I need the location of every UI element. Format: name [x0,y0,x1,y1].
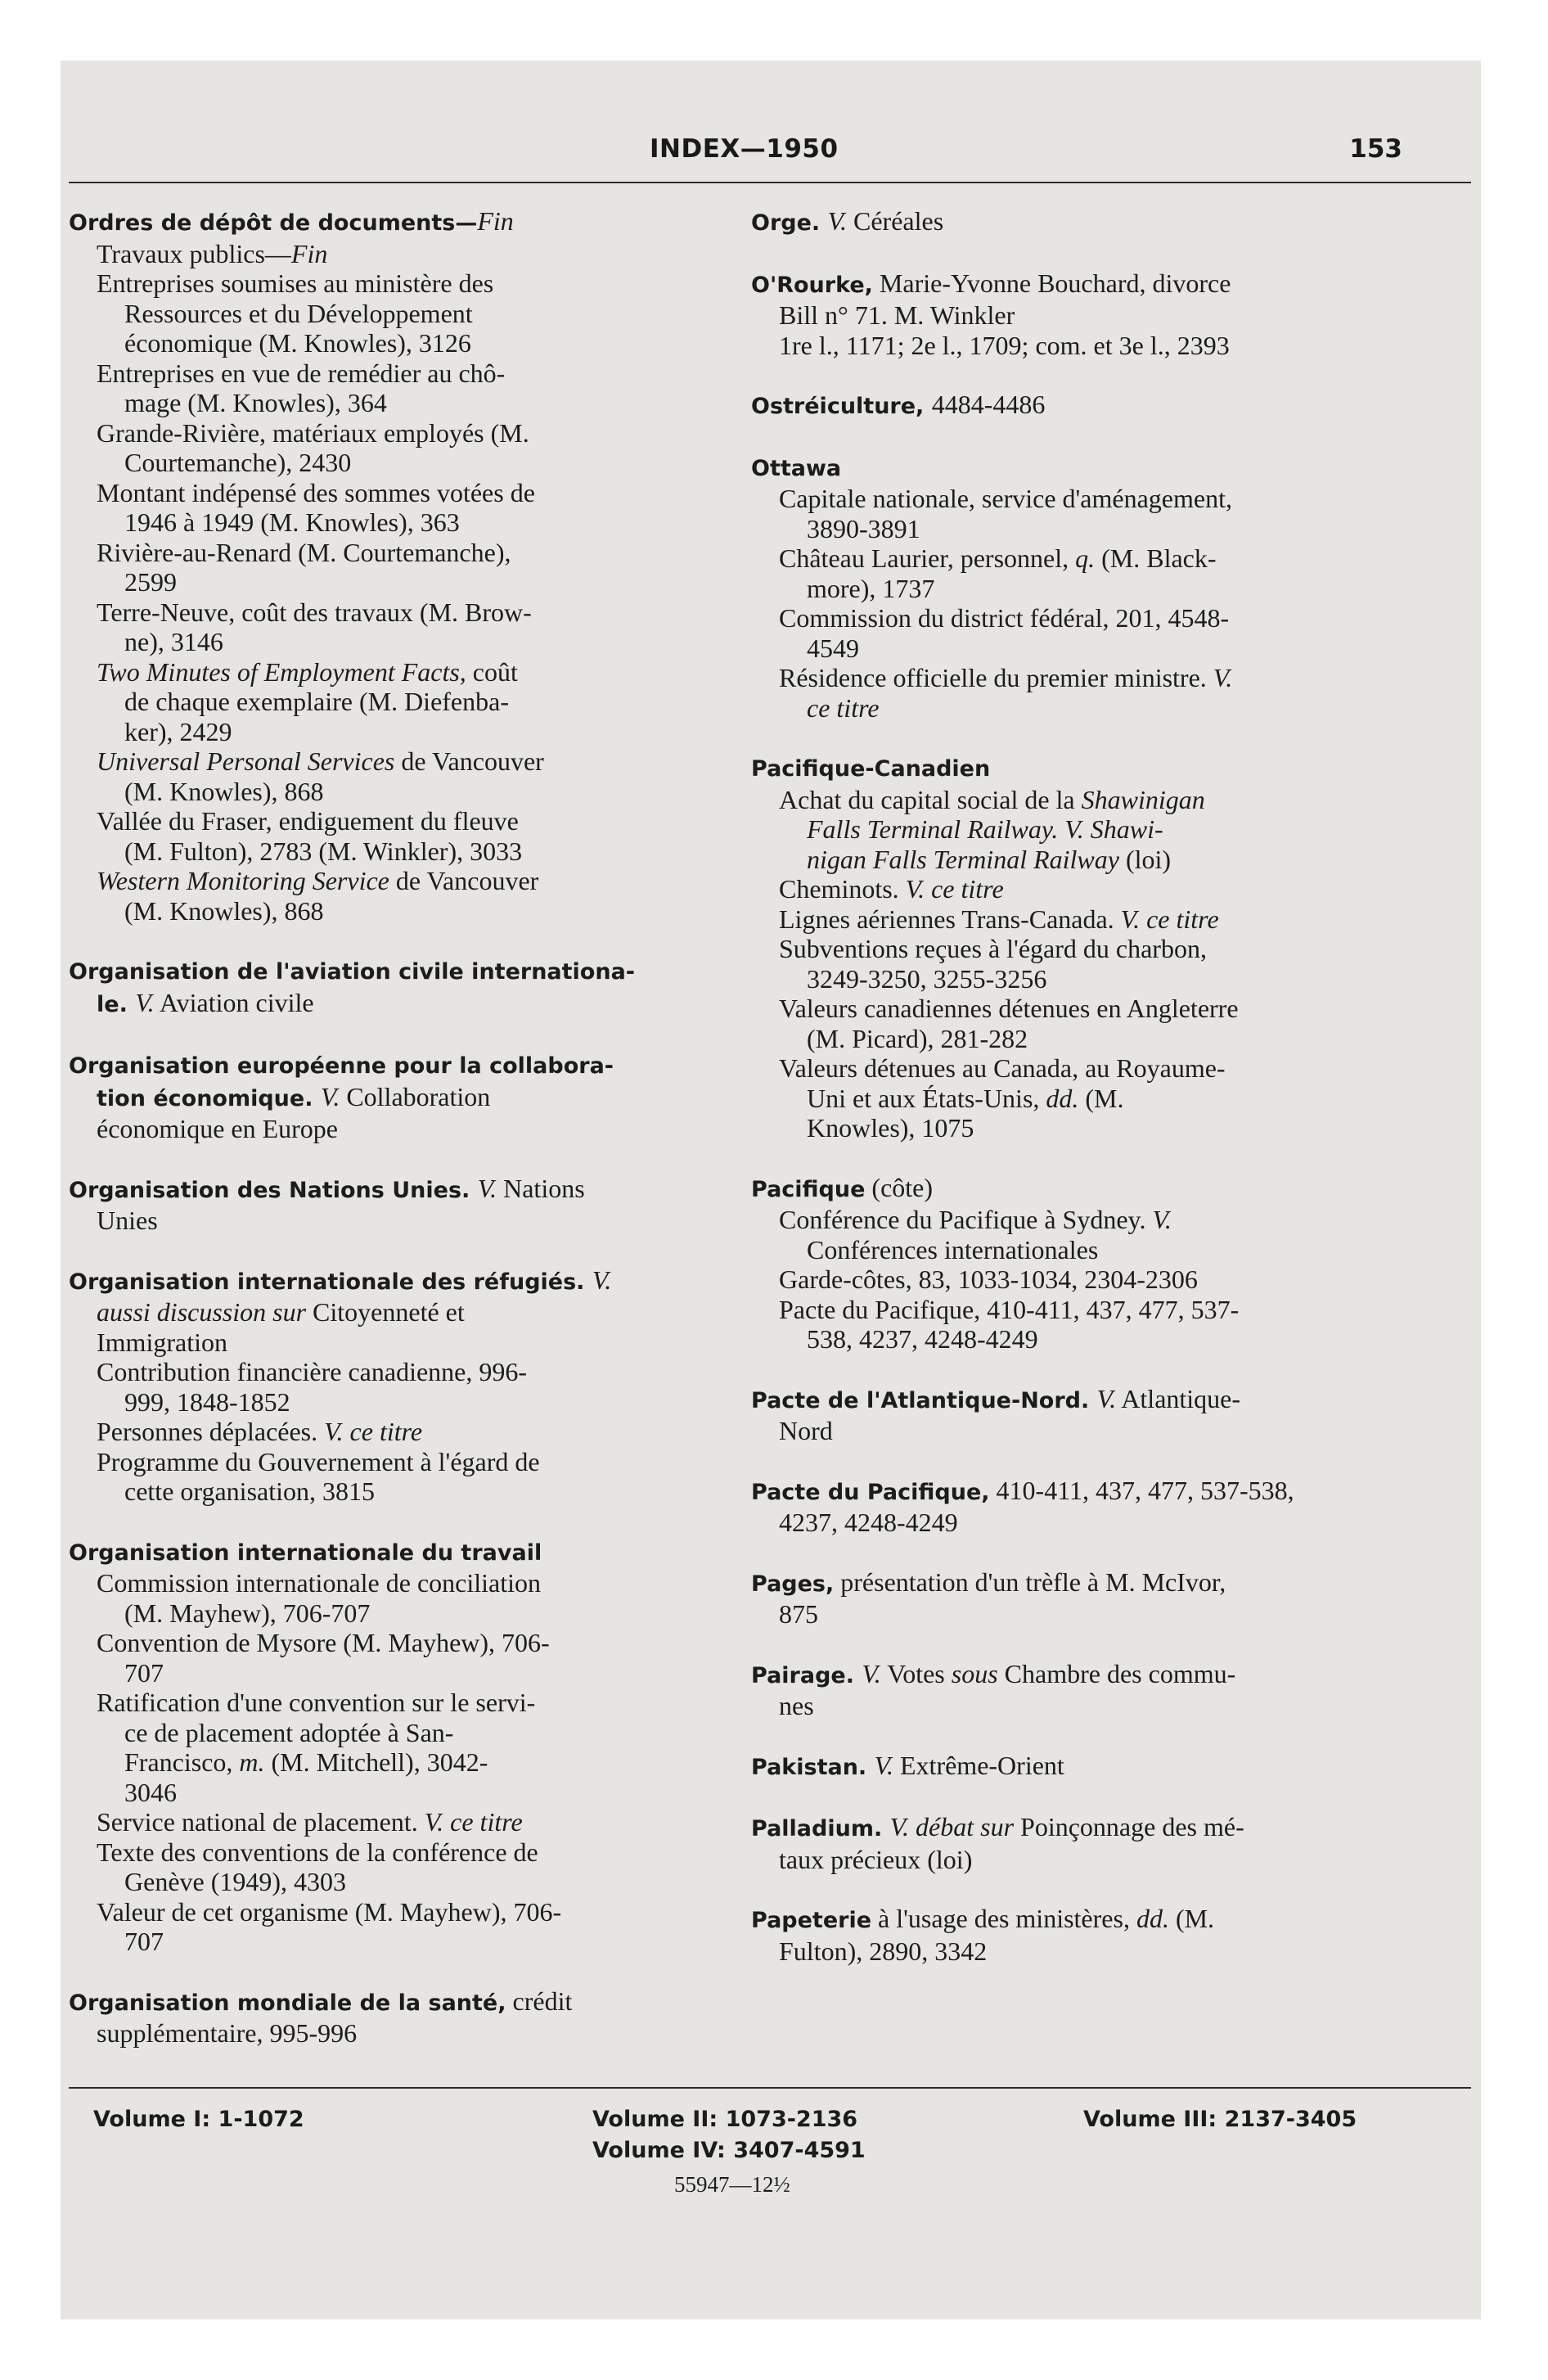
entry-text: Western Monitoring Service [97,866,389,895]
entry-text: supplémentaire, 995-996 [97,2018,358,2048]
index-entry [751,1173,1412,1355]
entry-text: Pairage. [751,1662,862,1688]
entry-text: Achat du capital social de la [779,784,1082,814]
index-entry [751,1904,1412,1966]
entry-line [751,1235,1412,1265]
entry-text: Courtemanche), 2430 [124,448,352,477]
entry-text: Valeur de cet organisme (M. Mayhew), 706- [97,1896,562,1927]
entry-line [69,777,723,807]
entry-text: Pacte du Pacifique, [751,1479,990,1505]
entry-text: Palladium. [751,1816,890,1841]
entry-line [751,1476,1412,1508]
entry-text: (M. Picard), 281-282 [807,1023,1028,1053]
entry-line [751,964,1412,994]
index-entry [751,1751,1412,1783]
entry-line [69,448,723,478]
entry-line [69,1747,723,1778]
entry-line [751,633,1412,664]
entry-text: taux précieux (loi) [779,1844,973,1874]
entry-line [751,1384,1412,1417]
entry-line [751,514,1412,544]
index-entry [751,206,1412,239]
entry-line [69,836,723,867]
entry-line [751,785,1412,815]
entry-line [751,1508,1412,1538]
entry-line [751,693,1412,723]
entry-text: V. [1213,663,1233,692]
index-entry [69,1049,723,1144]
entry-text: cette organisation, 3815 [124,1476,375,1506]
entry-line [69,328,723,358]
entry-text: 2599 [124,567,177,597]
entry-line [69,1114,723,1144]
entry-text: Valeurs détenues au Canada, au Royaume- [779,1053,1226,1083]
entry-line [751,1904,1412,1936]
entry-text: Pacte de l'Atlantique-Nord. [751,1387,1097,1413]
index-entry [69,1536,723,1957]
footer-volume-1: Volume I: 1-1072 [93,2107,304,2132]
entry-line [751,934,1412,964]
entry-text: 1946 à 1949 (M. Knowles), 363 [124,507,460,537]
entry-line [751,1205,1412,1235]
entry-text: (M. Knowles), 868 [124,776,324,806]
entry-text: 4549 [807,633,859,663]
entry-text: (M. Fulton), 2783 (M. Winkler), 3033 [124,836,523,866]
entry-line [751,752,1412,785]
entry-text: Ordres de dépôt de documents [69,210,456,236]
entry-line [751,994,1412,1024]
entry-text: Fin [477,206,514,236]
entry-line [751,874,1412,904]
header-rule [69,182,1471,183]
entry-line [751,1324,1412,1355]
entry-line [69,1688,723,1718]
entry-text: Knowles), 1075 [807,1113,974,1143]
entry-line [751,1567,1412,1600]
entry-text: V. Shawi- [1064,814,1163,844]
entry-text: Personnes déplacées. [97,1417,325,1446]
entry-text: Conférences internationales [807,1234,1099,1264]
entry-text: Entreprises soumises au ministère des [97,268,494,298]
entry-text: Two Minutes of Employment Facts, [97,656,466,687]
right-column [751,206,1412,1966]
entry-text: Marie-Yvonne Bouchard, divorce [872,268,1231,298]
entry-text: 3046 [124,1777,177,1807]
entry-line [69,418,723,449]
entry-line [69,597,723,628]
entry-text: mage (M. Knowles), 364 [124,388,387,417]
entry-text: Shawinigan [1081,784,1205,814]
index-entry [751,1659,1412,1721]
index-entry [69,1986,723,2049]
entry-text: V. [1096,1383,1117,1413]
entry-text: Pages, [751,1571,835,1597]
entry-line [69,1536,723,1569]
entry-text: Francisco, [124,1747,240,1777]
entry-text: Valeurs canadiennes détenues en Angleterre [779,994,1239,1023]
entry-text: Commission internationale de conciliation [97,1568,541,1598]
entry-line [69,1927,723,1957]
entry-text: dd. [1046,1083,1079,1113]
entry-text: coût [466,656,518,687]
entry-line [751,1751,1412,1783]
page-header [61,134,1481,167]
entry-text: aussi discussion sur [97,1297,307,1327]
entry-text: Collaboration [340,1081,491,1111]
entry-line [69,1897,723,1927]
entry-line [69,299,723,329]
entry-line [69,268,723,299]
entry-line [69,627,723,657]
entry-text: Capitale nationale, service d'aménagement, [779,484,1232,513]
entry-text: Lignes aériennes Trans-Canada. [779,904,1121,934]
entry-text: Organisation de l'aviation civile internationa- [69,959,635,985]
entry-text: Fin [290,238,328,268]
entry-text: nes [779,1691,814,1720]
entry-line [751,1113,1412,1143]
entry-text: ne), 3146 [124,627,223,656]
index-entry [751,1567,1412,1629]
entry-text: sous [951,1658,998,1688]
entry-text: (M. [1168,1904,1215,1933]
entry-text: Nations [497,1173,585,1203]
entry-line [69,1807,723,1837]
entry-text: Nord [779,1416,833,1445]
entry-text: V. ce titre [905,874,1004,904]
entry-text: Pakistan. [751,1754,875,1780]
entry-line [751,452,1412,485]
entry-text: V. [874,1750,893,1780]
entry-line [69,1628,723,1658]
entry-text: Unies [97,1206,158,1235]
entry-line [69,806,723,836]
entry-line [69,567,723,597]
footer-rule [69,2087,1471,2089]
entry-line [69,1327,723,1358]
entry-text: Ressources et du Développement [124,298,473,328]
entry-line [69,239,723,269]
footer-volume-4: Volume IV: 3407-4591 [592,2138,866,2163]
entry-line [69,1206,723,1236]
entry-line [69,2018,723,2049]
entry-line [751,1053,1412,1084]
entry-text: Ottawa [751,455,842,481]
entry-text: m. [239,1747,265,1777]
index-entry [751,752,1412,1143]
entry-text: 538, 4237, 4248-4249 [807,1324,1038,1354]
entry-line [751,845,1412,875]
entry-line [751,543,1412,574]
entry-text: Conférence du Pacifique à Sydney. [779,1205,1153,1234]
entry-text: O'Rourke, [751,272,873,298]
entry-line [69,687,723,717]
entry-text: V. [1152,1205,1172,1234]
entry-text: Extrême-Orient [893,1750,1064,1780]
entry-line [751,268,1412,301]
entry-line [69,1082,723,1115]
entry-text: Bill n° 71. M. Winkler [779,300,1015,330]
entry-line [751,300,1412,331]
entry-text: Rivière-au-Renard (M. Courtemanche), [97,537,511,567]
entry-line [751,1084,1412,1114]
entry-text: Subventions reçues à l'égard du charbon, [779,934,1207,963]
entry-text: Pacifique [751,1176,866,1202]
entry-text: Ratification d'une convention sur le servi- [97,1688,536,1717]
entry-text: Uni et aux États-Unis, [807,1083,1046,1113]
entry-text: 3890-3891 [807,513,920,543]
page-number: 153 [1349,134,1402,164]
left-column [69,206,723,2049]
entry-text: Entreprises en vue de remédier au chô- [97,358,506,388]
entry-text: 4484-4486 [931,390,1046,419]
entry-line [751,1024,1412,1054]
entry-line [751,1659,1412,1692]
entry-text: Chambre des commu- [997,1658,1236,1688]
entry-text: économique (M. Knowles), 3126 [124,328,471,358]
entry-line [69,746,723,777]
entry-text: ce de placement adoptée à San- [124,1717,454,1747]
entry-text: q. [1075,543,1096,573]
entry-line [69,988,723,1021]
entry-text: Convention de Mysore (M. Mayhew), 706- [97,1628,550,1657]
entry-line [751,1691,1412,1721]
entry-line [751,663,1412,693]
entry-text: V. ce titre [1120,904,1219,934]
entry-text: Vallée du Fraser, endiguement du fleuve [97,806,519,836]
entry-text: Service national de placement. [97,1807,425,1837]
entry-text: (M. Knowles), 868 [124,895,324,926]
entry-text: dd. [1136,1904,1169,1933]
entry-text: Ostréiculture, [751,394,932,419]
footer-volume-3: Volume III: 2137-3405 [1083,2107,1357,2132]
entry-text: Montant indépensé des sommes votées de [97,477,535,507]
entry-text: Genève (1949), 4303 [124,1867,347,1896]
entry-text: (M. Black- [1095,543,1217,573]
entry-line [751,331,1412,361]
entry-text: de Vancouver [389,866,539,895]
entry-text: Immigration [97,1327,227,1357]
entry-line [69,1598,723,1629]
index-entry [751,1384,1412,1446]
entry-line [751,1173,1412,1206]
entry-line [751,814,1412,845]
index-entry [69,955,723,1020]
entry-text: 707 [124,1927,164,1956]
entry-line [69,1778,723,1808]
entry-line [69,866,723,896]
entry-text: V. [827,206,847,236]
entry-line [69,206,723,239]
entry-line [69,1718,723,1748]
entry-text: Universal Personal Services [97,746,395,776]
page-title: INDEX—1950 [650,134,839,164]
entry-text: 410-411, 437, 477, 537-538, [989,1475,1294,1505]
entry-text: Commission du district fédéral, 201, 4548- [779,603,1230,633]
entry-text: 1re l., 1171; 2e l., 1709; com. et 3e l., 2393 [779,330,1230,360]
entry-text: V. ce titre [424,1807,523,1837]
entry-line [69,1447,723,1477]
entry-text: Céréales [847,206,944,236]
entry-line [751,484,1412,514]
entry-text: V. [135,987,155,1017]
entry-text: more), 1737 [807,573,935,603]
entry-line [69,1174,723,1206]
entry-text: Programme du Gouvernement à l'égard de [97,1446,540,1476]
entry-text: à l'usage des ministères, [871,1904,1136,1933]
entry-text: V. [592,1264,612,1295]
entry-line [69,1417,723,1447]
entry-text: Poinçonnage des mé- [1014,1812,1244,1841]
entry-text: Votes [880,1658,952,1688]
entry-text: (M. Mayhew), 706-707 [124,1598,371,1628]
entry-line [751,1812,1412,1845]
entry-text: Grande-Rivière, matériaux employés (M. [97,417,529,448]
entry-text: (côte) [865,1172,934,1202]
entry-text: présentation d'un trèfle à M. McIvor, [834,1566,1226,1597]
index-entry [751,1476,1412,1538]
entry-text: V. débat sur [889,1812,1015,1841]
entry-line [69,1476,723,1507]
index-entry [751,390,1412,422]
entry-line [751,1599,1412,1629]
entry-line [751,1295,1412,1325]
entry-text: Résidence officielle du premier ministre. [779,663,1213,692]
entry-text: V. ce titre [324,1417,423,1446]
entry-text: nigan Falls Terminal Railway [807,844,1119,874]
entry-text: (loi) [1118,844,1172,874]
entry-text: Falls Terminal Railway. [807,814,1065,844]
entry-line [69,896,723,926]
entry-line [69,717,723,747]
entry-line [69,1357,723,1387]
entry-text: Aviation civile [154,987,314,1017]
entry-text: Orge. [751,210,828,236]
entry-text: Citoyenneté et [306,1297,465,1327]
entry-line [69,1658,723,1688]
entry-line [69,1387,723,1418]
entry-text: Château Laurier, personnel, [779,543,1076,573]
entry-text: Travaux publics— [97,238,291,268]
entry-line [751,904,1412,935]
entry-line [751,1936,1412,1967]
entry-text: Papeterie [751,1908,872,1933]
entry-line [751,1416,1412,1446]
index-page [61,61,1481,2319]
entry-line [751,1845,1412,1875]
entry-text: Cheminots. [779,874,906,904]
entry-text: Garde-côtes, 83, 1033-1034, 2304-2306 [779,1264,1198,1294]
entry-text: 875 [779,1599,818,1629]
entry-line [751,206,1412,239]
index-entry [69,1174,723,1236]
entry-line [69,657,723,687]
entry-text: V. [320,1081,340,1111]
entry-line [69,1837,723,1868]
entry-text: Organisation européenne pour la collabora- [69,1053,614,1079]
entry-text: crédit [506,1986,573,2016]
entry-text: Organisation internationale du travail [69,1539,542,1566]
entry-text: économique en Europe [97,1114,338,1143]
index-entry [69,1265,723,1507]
entry-text: Contribution financière canadienne, 996- [97,1357,528,1386]
entry-line [751,1264,1412,1295]
entry-line [69,358,723,389]
entry-text: 707 [124,1657,164,1688]
entry-text: ce titre [807,692,880,723]
entry-line [69,507,723,538]
entry-line [69,955,723,988]
entry-text: Organisation des Nations Unies. [69,1177,478,1203]
entry-text: 999, 1848-1852 [124,1386,290,1417]
entry-text: Atlantique- [1116,1383,1241,1413]
entry-line [751,603,1412,633]
entry-line [69,1867,723,1897]
entry-text: Fulton), 2890, 3342 [779,1936,988,1966]
entry-text: (M. Mitchell), 3042- [264,1747,488,1777]
entry-text: — [455,210,478,236]
entry-text: V. [477,1173,497,1203]
entry-line [751,574,1412,604]
entry-text: V. [862,1658,881,1688]
entry-text: (M. [1078,1083,1124,1113]
entry-text: 4237, 4248-4249 [779,1508,958,1537]
index-entry [69,206,723,926]
entry-text: Pacifique-Canadien [751,756,991,782]
entry-text: le. [97,991,136,1017]
entry-text: Texte des conventions de la conférence de [97,1837,538,1867]
index-entry [751,1812,1412,1874]
entry-line [69,538,723,568]
entry-text: 3249-3250, 3255-3256 [807,963,1047,994]
printer-signature: 55947—12½ [674,2172,790,2197]
entry-line [751,390,1412,422]
entry-text: Organisation mondiale de la santé, [69,1990,506,2016]
entry-text: de Vancouver [394,746,544,776]
entry-line [69,1986,723,2019]
entry-text: Pacte du Pacifique, 410-411, 437, 477, 537- [779,1294,1240,1324]
entry-line [69,388,723,418]
entry-line [69,1265,723,1298]
entry-line [69,1297,723,1327]
footer-volume-2: Volume II: 1073-2136 [592,2107,858,2132]
entry-text: ker), 2429 [124,716,232,746]
entry-text: Terre-Neuve, coût des travaux (M. Brow- [97,597,532,627]
entry-text: tion économique. [97,1085,321,1111]
entry-text: Organisation internationale des réfugiés. [69,1269,592,1295]
index-entry [751,452,1412,723]
entry-line [69,1049,723,1082]
entry-text: de chaque exemplaire (M. Diefenba- [124,687,509,716]
entry-line [69,1568,723,1598]
entry-line [69,478,723,508]
index-entry [751,268,1412,361]
